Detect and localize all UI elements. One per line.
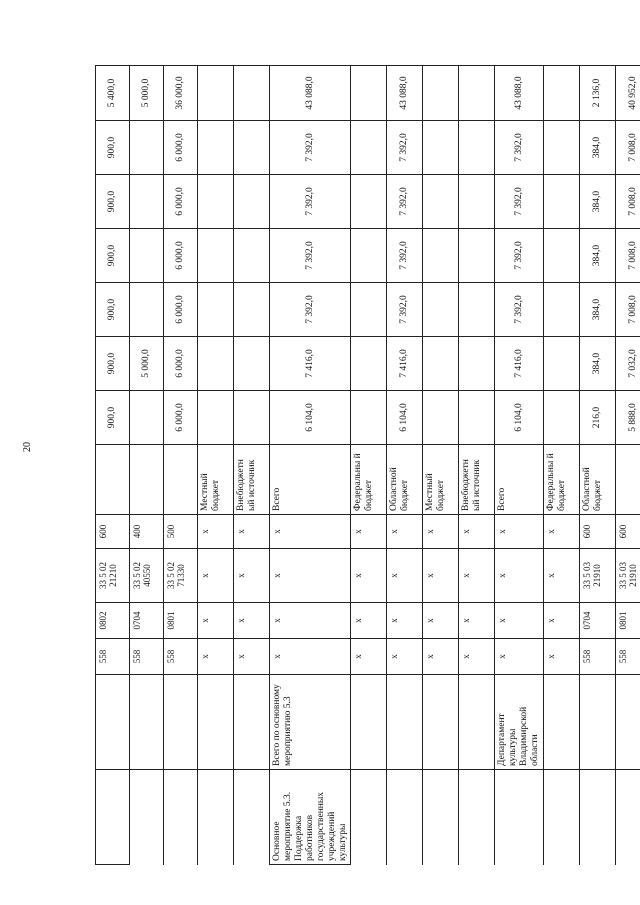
expense-type-code-cell: 600: [580, 515, 616, 549]
program-name-cell: [495, 770, 544, 865]
funding-source-cell: Местный бюджет: [423, 445, 459, 515]
table-body: [96, 66, 640, 865]
expense-type-code-cell: x: [459, 515, 495, 549]
year-value-cell: [423, 337, 459, 391]
section-code-cell: 0801: [164, 603, 198, 639]
year-value-cell: 7 392,0: [495, 175, 544, 229]
year-value-cell: 7 392,0: [387, 283, 423, 337]
total-value-cell: 2 136,0: [580, 66, 616, 121]
year-value-cell: 7 416,0: [387, 337, 423, 391]
total-value-cell: [234, 66, 270, 121]
table-row: [423, 66, 459, 865]
year-value-cell: [130, 391, 164, 445]
program-name-cell: [387, 770, 423, 865]
grbs-code-cell: x: [459, 639, 495, 675]
year-value-cell: 384,0: [580, 229, 616, 283]
funding-source-cell: [96, 445, 130, 515]
year-value-cell: 7 392,0: [495, 229, 544, 283]
grbs-code-cell: x: [351, 639, 387, 675]
executor-cell: [387, 675, 423, 770]
executor-cell: [96, 675, 130, 770]
year-value-cell: 6 000,0: [164, 283, 198, 337]
year-value-cell: [198, 283, 234, 337]
year-value-cell: [459, 283, 495, 337]
year-value-cell: 7 392,0: [387, 121, 423, 175]
table-row: [164, 66, 198, 865]
expense-type-code-cell: 500: [164, 515, 198, 549]
program-name-cell: [351, 770, 387, 865]
year-value-cell: 5 000,0: [130, 337, 164, 391]
year-value-cell: [351, 229, 387, 283]
total-value-cell: 43 088,0: [387, 66, 423, 121]
year-value-cell: [198, 337, 234, 391]
year-value-cell: 900,0: [96, 175, 130, 229]
total-value-cell: [459, 66, 495, 121]
year-value-cell: 7 008,0: [616, 121, 640, 175]
year-value-cell: [423, 121, 459, 175]
expense-type-code-cell: x: [351, 515, 387, 549]
section-code-cell: x: [234, 603, 270, 639]
table-row: [234, 66, 270, 865]
grbs-code-cell: x: [270, 639, 351, 675]
target-article-code-cell: 33 5 02 71330: [164, 549, 198, 603]
year-value-cell: [130, 121, 164, 175]
year-value-cell: 7 008,0: [616, 229, 640, 283]
year-value-cell: [130, 283, 164, 337]
expense-type-code-cell: x: [423, 515, 459, 549]
target-article-code-cell: 33 5 03 21910: [616, 549, 640, 603]
target-article-code-cell: 33 5 02 40550: [130, 549, 164, 603]
expense-type-code-cell: x: [544, 515, 580, 549]
year-value-cell: [130, 175, 164, 229]
year-value-cell: [423, 283, 459, 337]
section-code-cell: x: [270, 603, 351, 639]
year-value-cell: 7 392,0: [387, 229, 423, 283]
target-article-code-cell: x: [387, 549, 423, 603]
target-article-code-cell: 33 5 02 21210: [96, 549, 130, 603]
total-value-cell: 5 000,0: [130, 66, 164, 121]
target-article-code-cell: x: [198, 549, 234, 603]
program-name-cell: [164, 770, 198, 865]
target-article-code-cell: x: [351, 549, 387, 603]
year-value-cell: 900,0: [96, 337, 130, 391]
year-value-cell: 900,0: [96, 121, 130, 175]
year-value-cell: [459, 229, 495, 283]
target-article-code-cell: x: [544, 549, 580, 603]
year-value-cell: 7 008,0: [616, 175, 640, 229]
section-code-cell: x: [544, 603, 580, 639]
total-value-cell: 5 400,0: [96, 66, 130, 121]
year-value-cell: [198, 229, 234, 283]
budget-table-rotated: [95, 65, 639, 865]
year-value-cell: [423, 391, 459, 445]
program-name-cell: [544, 770, 580, 865]
year-value-cell: 384,0: [580, 337, 616, 391]
year-value-cell: 384,0: [580, 121, 616, 175]
year-value-cell: 7 392,0: [270, 229, 351, 283]
executor-cell: Всего по основному мероприятию 5.3: [270, 675, 351, 770]
expense-type-code-cell: x: [270, 515, 351, 549]
year-value-cell: 7 392,0: [495, 121, 544, 175]
year-value-cell: 384,0: [580, 283, 616, 337]
year-value-cell: [351, 391, 387, 445]
total-value-cell: 43 088,0: [495, 66, 544, 121]
grbs-code-cell: x: [234, 639, 270, 675]
section-code-cell: 0801: [616, 603, 640, 639]
executor-cell: [423, 675, 459, 770]
expense-type-code-cell: x: [495, 515, 544, 549]
year-value-cell: [544, 229, 580, 283]
total-value-cell: 43 088,0: [270, 66, 351, 121]
year-value-cell: [351, 283, 387, 337]
year-value-cell: 7 392,0: [387, 175, 423, 229]
year-value-cell: [234, 229, 270, 283]
year-value-cell: [544, 283, 580, 337]
year-value-cell: [130, 229, 164, 283]
funding-source-cell: [616, 445, 640, 515]
expense-type-code-cell: x: [387, 515, 423, 549]
target-article-code-cell: x: [234, 549, 270, 603]
year-value-cell: 6 000,0: [164, 121, 198, 175]
target-article-code-cell: x: [495, 549, 544, 603]
year-value-cell: [234, 337, 270, 391]
year-value-cell: 6 104,0: [387, 391, 423, 445]
grbs-code-cell: 558: [164, 639, 198, 675]
funding-source-cell: Всего: [495, 445, 544, 515]
executor-cell: [616, 675, 640, 770]
section-code-cell: 0802: [96, 603, 130, 639]
section-code-cell: x: [387, 603, 423, 639]
year-value-cell: [234, 175, 270, 229]
target-article-code-cell: x: [270, 549, 351, 603]
grbs-code-cell: 558: [130, 639, 164, 675]
funding-source-cell: [130, 445, 164, 515]
year-value-cell: 7 392,0: [495, 283, 544, 337]
funding-source-cell: Областной бюджет: [580, 445, 616, 515]
executor-cell: [198, 675, 234, 770]
year-value-cell: 7 008,0: [616, 283, 640, 337]
program-name-cell: [423, 770, 459, 865]
year-value-cell: 6 000,0: [164, 175, 198, 229]
year-value-cell: [459, 391, 495, 445]
grbs-code-cell: 558: [580, 639, 616, 675]
funding-source-cell: Федеральны й бюджет: [351, 445, 387, 515]
grbs-code-cell: x: [198, 639, 234, 675]
expense-type-code-cell: 600: [616, 515, 640, 549]
executor-cell: [130, 675, 164, 770]
executor-cell: [580, 675, 616, 770]
year-value-cell: [234, 283, 270, 337]
year-value-cell: 7 392,0: [270, 121, 351, 175]
table-row: [616, 66, 640, 865]
page-number: 20: [22, 442, 33, 452]
year-value-cell: 900,0: [96, 391, 130, 445]
year-value-cell: [351, 337, 387, 391]
budget-table: [95, 65, 640, 865]
target-article-code-cell: x: [459, 549, 495, 603]
year-value-cell: [459, 337, 495, 391]
executor-cell: [351, 675, 387, 770]
funding-source-cell: [164, 445, 198, 515]
funding-source-cell: Местный бюджет: [198, 445, 234, 515]
program-name-cell: Основное мероприятие 5.3. Поддержка работников государственных учреждений культуры: [270, 770, 351, 865]
table-row: [198, 66, 234, 865]
year-value-cell: 900,0: [96, 283, 130, 337]
section-code-cell: x: [198, 603, 234, 639]
year-value-cell: 7 416,0: [495, 337, 544, 391]
program-name-cell: [616, 770, 640, 865]
grbs-code-cell: x: [387, 639, 423, 675]
year-value-cell: [423, 175, 459, 229]
year-value-cell: 7 392,0: [270, 175, 351, 229]
table-row: [387, 66, 423, 865]
year-value-cell: 216,0: [580, 391, 616, 445]
funding-source-cell: Федеральны й бюджет: [544, 445, 580, 515]
year-value-cell: 7 032,0: [616, 337, 640, 391]
table-row: [270, 66, 351, 865]
funding-source-cell: Областной бюджет: [387, 445, 423, 515]
year-value-cell: 384,0: [580, 175, 616, 229]
section-code-cell: x: [459, 603, 495, 639]
year-value-cell: 5 888,0: [616, 391, 640, 445]
year-value-cell: 900,0: [96, 229, 130, 283]
year-value-cell: 6 000,0: [164, 391, 198, 445]
year-value-cell: 7 416,0: [270, 337, 351, 391]
year-value-cell: [234, 391, 270, 445]
year-value-cell: [544, 391, 580, 445]
table-row: [459, 66, 495, 865]
section-code-cell: x: [423, 603, 459, 639]
program-name-cell: [459, 770, 495, 865]
funding-source-cell: Всего: [270, 445, 351, 515]
year-value-cell: [351, 121, 387, 175]
year-value-cell: [423, 229, 459, 283]
table-row: [544, 66, 580, 865]
executor-cell: Департамент культуры Владимирской области: [495, 675, 544, 770]
executor-cell: [459, 675, 495, 770]
executor-cell: [234, 675, 270, 770]
section-code-cell: 0704: [130, 603, 164, 639]
year-value-cell: 6 000,0: [164, 337, 198, 391]
table-row: [580, 66, 616, 865]
year-value-cell: [544, 121, 580, 175]
program-name-cell: [580, 770, 616, 865]
total-value-cell: [544, 66, 580, 121]
program-name-cell: [198, 770, 234, 865]
year-value-cell: [198, 121, 234, 175]
expense-type-code-cell: x: [234, 515, 270, 549]
grbs-code-cell: 558: [616, 639, 640, 675]
grbs-code-cell: x: [544, 639, 580, 675]
year-value-cell: [234, 121, 270, 175]
total-value-cell: 40 952,0: [616, 66, 640, 121]
total-value-cell: [198, 66, 234, 121]
target-article-code-cell: x: [423, 549, 459, 603]
year-value-cell: 6 000,0: [164, 229, 198, 283]
table-row: [130, 66, 164, 865]
executor-cell: [544, 675, 580, 770]
total-value-cell: 36 000,0: [164, 66, 198, 121]
year-value-cell: [198, 175, 234, 229]
expense-type-code-cell: 400: [130, 515, 164, 549]
executor-cell: [164, 675, 198, 770]
year-value-cell: [459, 175, 495, 229]
section-code-cell: x: [495, 603, 544, 639]
section-code-cell: 0704: [580, 603, 616, 639]
program-name-cell: [234, 770, 270, 865]
year-value-cell: [198, 391, 234, 445]
total-value-cell: [351, 66, 387, 121]
program-name-cell: [96, 770, 130, 865]
total-value-cell: [423, 66, 459, 121]
year-value-cell: [544, 337, 580, 391]
section-code-cell: x: [351, 603, 387, 639]
table-row: [351, 66, 387, 865]
grbs-code-cell: 558: [96, 639, 130, 675]
year-value-cell: 7 392,0: [270, 283, 351, 337]
funding-source-cell: Внебюджетн ый источник: [234, 445, 270, 515]
year-value-cell: 6 104,0: [270, 391, 351, 445]
target-article-code-cell: 33 5 03 21910: [580, 549, 616, 603]
grbs-code-cell: x: [423, 639, 459, 675]
grbs-code-cell: x: [495, 639, 544, 675]
year-value-cell: [544, 175, 580, 229]
program-name-cell: [130, 770, 164, 865]
expense-type-code-cell: x: [198, 515, 234, 549]
year-value-cell: [459, 121, 495, 175]
table-row: [495, 66, 544, 865]
table-row: [96, 66, 130, 865]
funding-source-cell: Внебюджетн ый источник: [459, 445, 495, 515]
expense-type-code-cell: 600: [96, 515, 130, 549]
year-value-cell: 6 104,0: [495, 391, 544, 445]
year-value-cell: [351, 175, 387, 229]
